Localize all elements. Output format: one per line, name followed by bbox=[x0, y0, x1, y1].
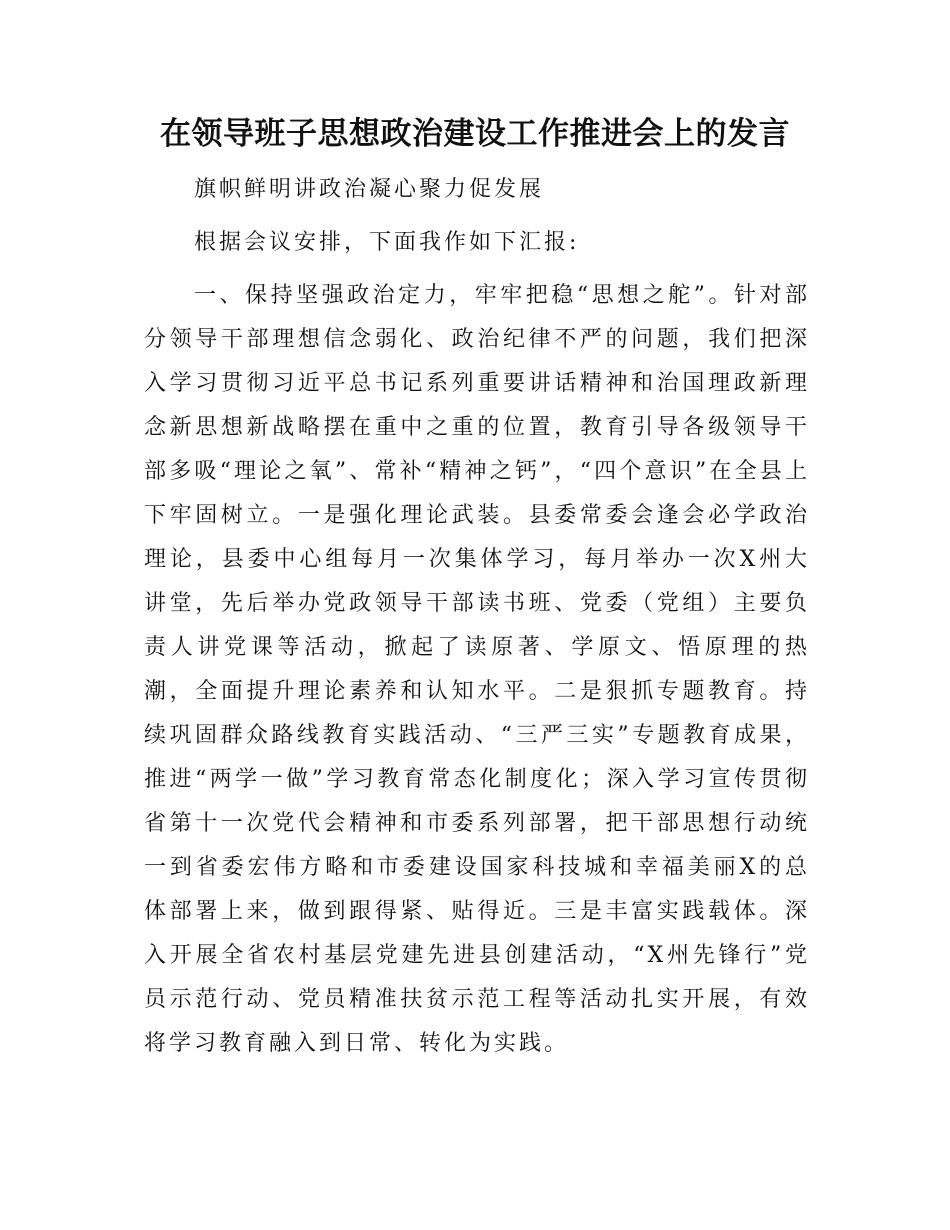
document-body bbox=[144, 168, 810, 1075]
subtitle: 旗帜鲜明讲政治凝心聚力促发展 bbox=[194, 177, 545, 202]
document-title: 在领导班子思想政治建设工作推进会上的发言 bbox=[160, 116, 790, 152]
intro-paragraph: 根据会议安排，下面我作如下汇报: bbox=[194, 230, 580, 255]
body-paragraph-1: 一、保持坚强政治定力，牢牢把稳“思想之舵”。针对部分领导干部理想信念弱化、政治纪律不严的问题，我们把深入学习贯彻习近平总书记系列重要讲话精神和治国理政新理念新思想新战略摆在重中之重的位置，教育引导各级领导干部多吸“理论之氧”、常补“精神之钙”，“四个意识”在全县上下牢固树立。一是强化理论武装。县委常委会逢会必学政治理论，县委中心组每月一次集体学习，每月举办一次X州大讲堂，先后举办党政领导干部读书班、党委（党组）主要负责人讲党课等活动，掀起了读原著、学原文、悟原理的热潮，全面提升理论素养和认知水平。二是狠抓专题教育。持续巩固群众路线教育实践活动、“三严三实”专题教育成果，推进“两学一做”学习教育常态化制度化；深入学习宣传贯彻省第十一次党代会精神和市委系列部署，把干部思想行动统一到省委宏伟方略和市委建设国家科技城和幸福美丽X的总体部署上来，做到跟得紧、贴得近。三是丰富实践载体。深入开展全省农村基层党建先进县创建活动，“X州先锋行”党员示范行动、党员精准扶贫示范工程等活动扎实开展，有效将学习教育融入到日常、转化为实践。 bbox=[144, 283, 810, 1056]
